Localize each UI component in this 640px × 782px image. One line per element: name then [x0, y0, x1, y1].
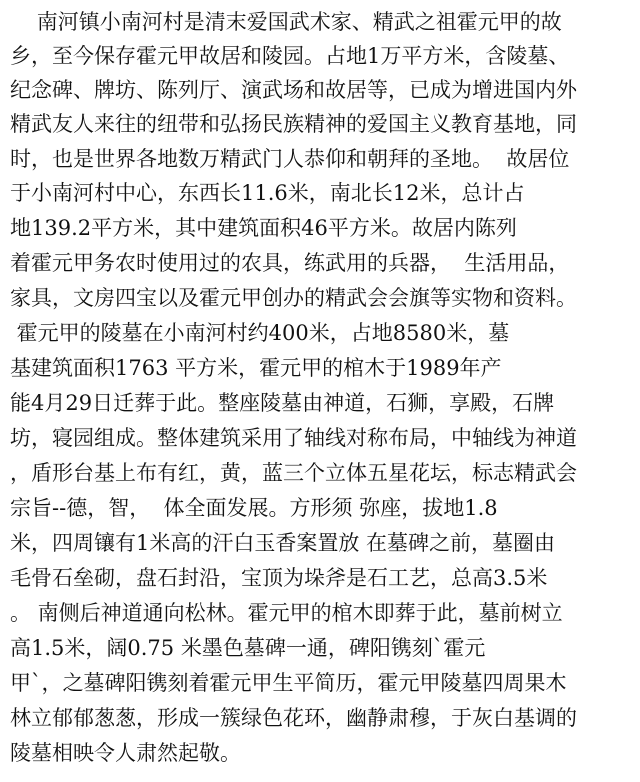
- text-line-6: 于小南河村中心，东西长11.6米，南北长12米，总计占: [10, 181, 525, 205]
- text-line-20: 甲`，之墓碑阳镌刻着霍元甲生平简历，霍元甲陵墓四周果木: [10, 671, 567, 695]
- text-line-2: 乡，至今保存霍元甲故居和陵园。占地1万平方米，含陵墓、: [10, 44, 570, 68]
- text-line-10: 霍元甲的陵墓在小南河村约400米，占地8580米，墓: [10, 321, 510, 345]
- text-line-5: 时，也是世界各地数万精武门人恭仰和朝拜的圣地。 故居位: [10, 147, 570, 171]
- text-line-17: 毛骨石垒砌，盘石封沿，宝顶为垛斧是石工艺，总高3.5米: [10, 566, 548, 590]
- text-line-16: 米，四周镶有1米高的汗白玉香案置放 在墓碑之前，墓圈由: [10, 531, 556, 555]
- text-line-13: 坊，寝园组成。整体建筑采用了轴线对称布局，中轴线为神道: [10, 426, 577, 450]
- text-line-11: 基建筑面积1763 平方米，霍元甲的棺木于1989年产: [10, 356, 502, 380]
- text-line-4: 精武友人来往的纽带和弘扬民族精神的爱国主义教育基地，同: [10, 112, 577, 136]
- text-line-15: 宗旨--德，智， 体全面发展。方形须 弥座，拔地1.8: [10, 496, 498, 520]
- text-line-8: 着霍元甲务农时使用过的农具，练武用的兵器， 生活用品，: [10, 251, 570, 275]
- text-line-19: 高1.5米，阔0.75 米墨色墓碑一通，碑阳镌刻`霍元: [10, 636, 486, 660]
- text-line-14: ，盾形台基上布有红，黄，蓝三个立体五星花坛，标志精武会: [10, 461, 577, 485]
- text-line-18: 。 南侧后神道通向松林。霍元甲的棺木即葬于此，墓前树立: [10, 601, 563, 625]
- text-line-22: 陵墓相映令人肃然起敬。: [10, 741, 241, 765]
- text-line-21: 林立郁郁葱葱，形成一簇绿色花环，幽静肃穆，于灰白基调的: [10, 706, 577, 730]
- text-line-12: 能4月29日迁葬于此。整座陵墓由神道，石狮，享殿，石牌: [10, 391, 555, 415]
- text-line-1: 南河镇小南河村是清末爱国武术家、精武之祖霍元甲的故: [10, 10, 562, 34]
- text-line-9: 家具，文房四宝以及霍元甲创办的精武会会旗等实物和资料。: [10, 286, 577, 310]
- text-line-3: 纪念碑、牌坊、陈列厅、演武场和故居等，已成为增进国内外: [10, 78, 577, 102]
- text-line-7: 地139.2平方米，其中建筑面积46平方米。故居内陈列: [10, 216, 517, 240]
